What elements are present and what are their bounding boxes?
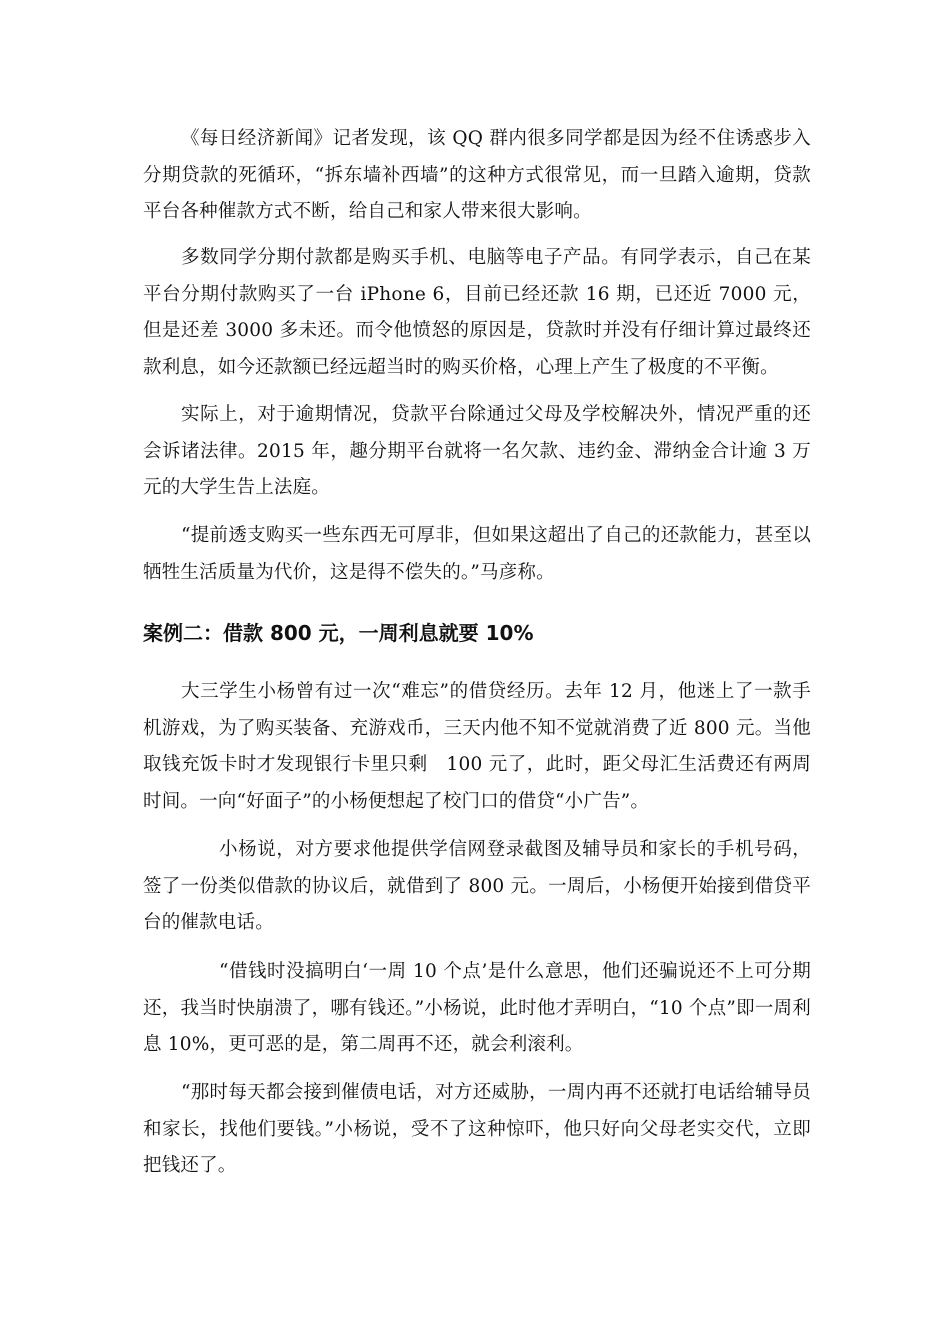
paragraph-1: 《每日经济新闻》记者发现，该 QQ 群内很多同学都是因为经不住诱惑步入分期贷款的死循环，“拆东墙补西墙”的这种方式很常见，而一旦踏入逾期，贷款平台各种催款方式不断，给自己和家人带来很大影响。 [143,128,811,222]
section-heading: 案例二：借款 800 元，一周利息就要 10% [143,621,534,645]
paragraph-3: 实际上，对于逾期情况，贷款平台除通过父母及学校解决外，情况严重的还会诉诸法律。2015 年，趣分期平台就将一名欠款、违约金、滞纳金合计逾 3 万元的大学生告上法庭。 [143,404,811,498]
paragraph-8: “那时每天都会接到催债电话，对方还威胁，一周内再不还就打电话给辅导员和家长，找他们要钱。”小杨说，受不了这种惊吓，他只好向父母老实交代，立即把钱还了。 [143,1082,811,1176]
paragraph-2: 多数同学分期付款都是购买手机、电脑等电子产品。有同学表示，自己在某平台分期付款购买了一台 iPhone 6，目前已经还款 16 期，已还近 7000 元，但是还差 3000 多未还。而令他愤怒的原因是，贷款时并没有仔细计算过最终还款利息，如今还款额已经远超当时的购买价格，心理上产生了极度的不平衡。 [143,247,811,378]
paragraph-7: “借钱时没搞明白‘一周 10 个点’是什么意思，他们还骗说还不上可分期还，我当时快崩溃了，哪有钱还。”小杨说，此时他才弄明白，“10 个点”即一周利息 10%，更可恶的是，第二周再不还，就会利滚利。 [143,961,811,1055]
paragraph-6: 小杨说，对方要求他提供学信网登录截图及辅导员和家长的手机号码，签了一份类似借款的协议后，就借到了 800 元。一周后，小杨便开始接到借贷平台的催款电话。 [143,839,811,933]
paragraph-4: “提前透支购买一些东西无可厚非，但如果这超出了自己的还款能力，甚至以牺牲生活质量为代价，这是得不偿失的。”马彦称。 [143,525,811,583]
paragraph-5: 大三学生小杨曾有过一次“难忘”的借贷经历。去年 12 月，他迷上了一款手机游戏，为了购买装备、充游戏币，三天内他不知不觉就消费了近 800 元。当他取钱充饭卡时才发现银行卡里只剩 100 元了，此时，距父母汇生活费还有两周时间。一向“好面子”的小杨便想起了校门口的借贷“小广告”。 [143,681,811,812]
